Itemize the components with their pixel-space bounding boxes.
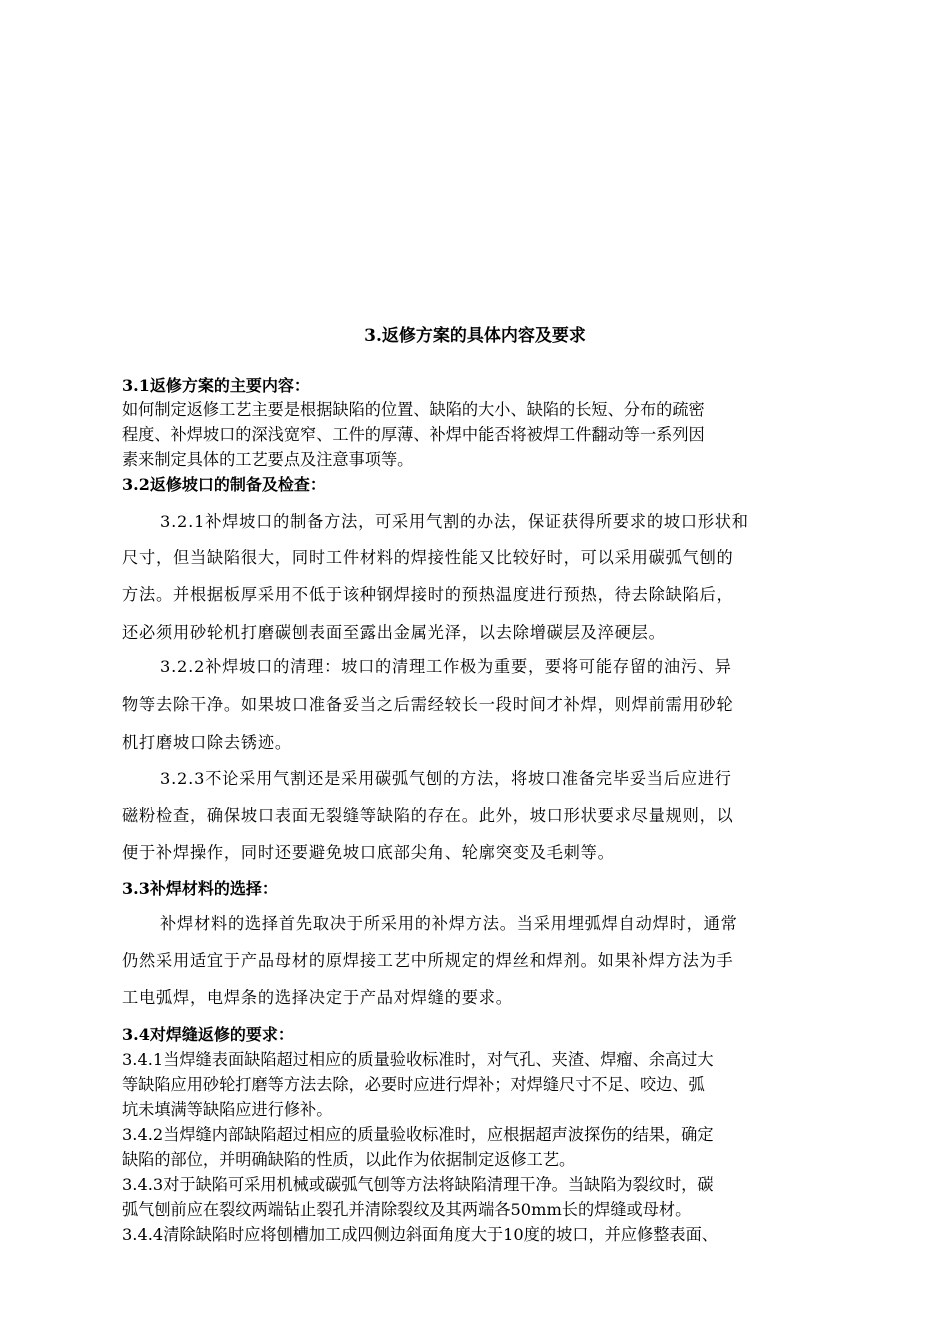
paragraph-line: 尺寸，但当缺陷很大，同时工件材料的焊接性能又比较好时，可以采用碳弧气刨的 [122, 548, 734, 567]
paragraph-line: 等缺陷应用砂轮打磨等方法去除，必要时应进行焊补；对焊缝尺寸不足、咬边、弧 [122, 1075, 705, 1094]
paragraph-line: 磁粉检查，确保坡口表面无裂缝等缺陷的存在。此外，坡口形状要求尽量规则，以 [122, 806, 734, 825]
paragraph-line: 3.4.1当焊缝表面缺陷超过相应的质量验收标准时，对气孔、夹渣、焊瘤、余高过大 [122, 1050, 714, 1069]
paragraph-line: 补焊材料的选择首先取决于所采用的补焊方法。当采用埋弧焊自动焊时，通常 [160, 914, 738, 933]
paragraph-line: 弧气刨前应在裂纹两端钻止裂孔并清除裂纹及其两端各50mm长的焊缝或母材。 [122, 1200, 692, 1219]
section-heading-3-2: 3.2返修坡口的制备及检查： [122, 475, 326, 494]
section-heading-3-4: 3.4对焊缝返修的要求： [122, 1025, 294, 1044]
paragraph-line: 3.4.3对于缺陷可采用机械或碳弧气刨等方法将缺陷清理干净。当缺陷为裂纹时，碳 [122, 1175, 714, 1194]
paragraph-line: 程度、补焊坡口的深浅宽窄、工件的厚薄、补焊中能否将被焊工件翻动等一系列因 [122, 425, 705, 444]
paragraph-line: 机打磨坡口除去锈迹。 [122, 733, 292, 752]
paragraph-line: 3.4.4清除缺陷时应将刨槽加工成四侧边斜面角度大于10度的坡口，并应修整表面、 [122, 1225, 718, 1244]
paragraph-line: 3.2.1补焊坡口的制备方法，可采用气割的办法，保证获得所要求的坡口形状和 [160, 512, 749, 531]
paragraph-line: 仍然采用适宜于产品母材的原焊接工艺中所规定的焊丝和焊剂。如果补焊方法为手 [122, 951, 734, 970]
paragraph-line: 素来制定具体的工艺要点及注意事项等。 [122, 450, 414, 469]
paragraph-line: 方法。并根据板厚采用不低于该种钢焊接时的预热温度进行预热，待去除缺陷后， [122, 585, 734, 604]
paragraph-line: 物等去除干净。如果坡口准备妥当之后需经较长一段时间才补焊，则焊前需用砂轮 [122, 695, 734, 714]
paragraph-line: 3.2.3不论采用气割还是采用碳弧气刨的方法，将坡口准备完毕妥当后应进行 [160, 769, 732, 788]
paragraph-line: 便于补焊操作，同时还要避免坡口底部尖角、轮廓突变及毛刺等。 [122, 843, 615, 862]
page-title: 3.返修方案的具体内容及要求 [364, 326, 586, 346]
paragraph-line: 如何制定返修工艺主要是根据缺陷的位置、缺陷的大小、缺陷的长短、分布的疏密 [122, 400, 705, 419]
paragraph-line: 3.4.2当焊缝内部缺陷超过相应的质量验收标准时，应根据超声波探伤的结果，确定 [122, 1125, 714, 1144]
section-heading-3-3: 3.3补焊材料的选择： [122, 879, 278, 898]
paragraph-line: 工电弧焊，电焊条的选择决定于产品对焊缝的要求。 [122, 988, 513, 1007]
section-heading-3-1: 3.1返修方案的主要内容： [122, 376, 310, 395]
paragraph-line: 坑未填满等缺陷应进行修补。 [122, 1100, 333, 1119]
paragraph-line: 3.2.2补焊坡口的清理：坡口的清理工作极为重要，要将可能存留的油污、异 [160, 657, 732, 676]
paragraph-line: 还必须用砂轮机打磨碳刨表面至露出金属光泽，以去除增碳层及淬硬层。 [122, 623, 666, 642]
paragraph-line: 缺陷的部位，并明确缺陷的性质，以此作为依据制定返修工艺。 [122, 1150, 576, 1169]
